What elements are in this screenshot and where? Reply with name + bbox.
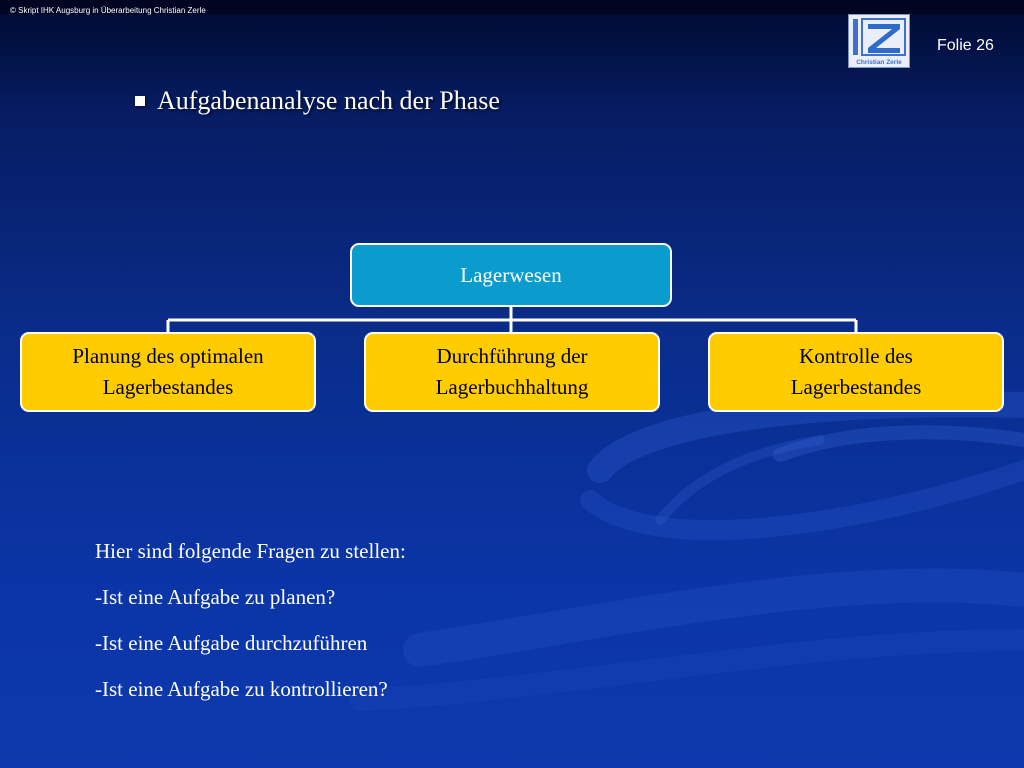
diagram-child-node-planung <box>20 332 316 412</box>
root-node-label: Lagerwesen <box>460 262 562 287</box>
child-node-line1: Planung des optimalen <box>72 344 264 368</box>
copyright-notice: © Skript IHK Augsburg in Überarbeitung Christian Zerle <box>10 6 206 15</box>
slide-number: Folie 26 <box>937 37 994 54</box>
question-item: -Ist eine Aufgabe zu planen? <box>95 585 336 609</box>
child-node-line2: Lagerbestandes <box>102 375 234 399</box>
child-node-line2: Lagerbuchhaltung <box>435 375 589 399</box>
diagram-child-node-durchfuehrung <box>364 332 660 412</box>
question-item: -Ist eine Aufgabe durchzuführen <box>95 631 368 655</box>
child-node-line1: Durchführung der <box>436 344 588 368</box>
child-node-line2: Lagerbestandes <box>790 375 922 399</box>
child-node-line1: Kontrolle des <box>799 344 913 368</box>
diagram-child-node-kontrolle <box>708 332 1004 412</box>
diagram-root-node <box>350 243 672 307</box>
logo-text: Christian Zerle <box>856 59 902 66</box>
questions-block <box>95 528 406 712</box>
questions-intro: Hier sind folgende Fragen zu stellen: <box>95 539 406 563</box>
bullet-text: Aufgabenanalyse nach der Phase <box>157 86 500 115</box>
question-item: -Ist eine Aufgabe zu kontrollieren? <box>95 677 388 701</box>
